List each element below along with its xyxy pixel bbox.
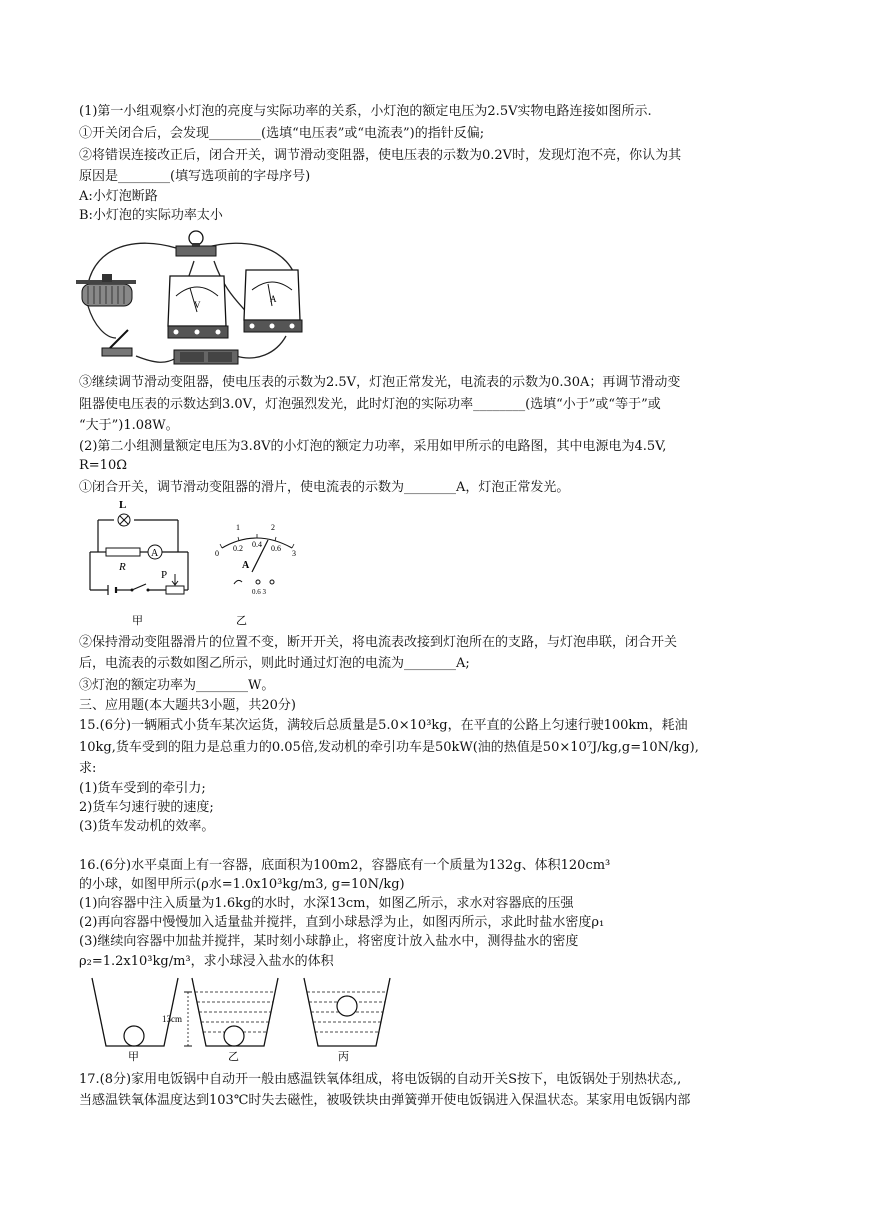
text-line: 15.(6分)一辆厢式小货车某次运货，满较后总质量是5.0×10³kg，在平直的公路上匀速行驶100km，耗油	[79, 718, 688, 733]
text-line: 原因是________(填写选项前的字母序号)	[79, 169, 311, 184]
text-line: ③灯泡的额定功率为________W。	[79, 678, 275, 693]
circuit-photo-figure	[76, 226, 316, 370]
ball	[337, 996, 357, 1016]
bulb-icon	[176, 231, 216, 256]
text-line: ①闭合开关，调节滑动变阻器的滑片，使电流表的示数为________A，灯泡正常发光。	[79, 480, 570, 495]
section-heading: 三、应用题(本大题共3小题，共20分)	[79, 698, 296, 713]
rheostat-icon	[166, 574, 184, 594]
svg-text:甲: 甲	[132, 615, 143, 626]
circuit-diagram-jia	[84, 494, 204, 626]
text-line: ②将错误连接改正后，闭合开关，调节滑动变阻器，使电压表的示数为0.2V时，发现灯泡不亮，你认为其	[79, 148, 682, 163]
text-line: 的小球，如图甲所示(ρ水=1.0x10³kg/m3, g=10N/kg)	[79, 877, 405, 892]
svg-text:乙: 乙	[236, 615, 247, 626]
svg-text:2: 2	[271, 523, 275, 532]
ball	[124, 1026, 144, 1046]
battery-icon	[108, 585, 116, 595]
ammeter-icon	[244, 270, 302, 332]
text-line: (2)再向容器中慢慢加入适量盐并搅拌，直到小球悬浮为止，如图丙所示，求此时盐水密度ρ₁	[79, 915, 605, 930]
text-line: (1)向容器中注入质量为1.6kg的水时，水深13cm，如图乙所示，求水对容器底的压强	[79, 896, 574, 911]
text-line: 后，电流表的示数如图乙所示，则此时通过灯泡的电流为________A;	[79, 656, 470, 671]
text-line: 2)货车匀速行驶的速度;	[79, 800, 214, 815]
svg-text:A: A	[242, 560, 250, 571]
wire	[88, 243, 176, 284]
svg-text:1: 1	[236, 523, 240, 532]
text-line: 10kg,货车受到的阻力是总重力的0.05倍,发动机的牵引功车是50kW(油的热值是50×10⁷J/kg,g=10N/kg),	[79, 740, 699, 755]
container-yi	[162, 978, 278, 1062]
battery-icon	[174, 350, 238, 364]
wire	[136, 356, 176, 362]
text-line: (2)第二小组测量额定电压为3.8V的小灯泡的额定力功率，采用如甲所示的电路图，其中电源电为4.5V,	[79, 439, 667, 454]
containers-figure	[80, 972, 400, 1062]
svg-text:A: A	[151, 548, 159, 559]
text-line: ②保持滑动变阻器滑片的位置不变，断开开关，将电流表改接到灯泡所在的支路，与灯泡串联，闭合开关	[79, 635, 678, 650]
svg-text:0: 0	[215, 549, 219, 558]
svg-text:乙: 乙	[228, 1051, 239, 1062]
svg-text:P: P	[161, 569, 168, 581]
switch-icon	[102, 330, 132, 356]
text-line: 求:	[79, 761, 97, 776]
text-line: ③继续调节滑动变阻器，使电压表的示数为2.5V，灯泡正常发光，电流表的示数为0.30A；再调节滑动变	[79, 375, 681, 390]
svg-text:0.6: 0.6	[271, 544, 281, 553]
lamp-icon	[118, 514, 130, 526]
text-line: (3)货车发动机的效率。	[79, 819, 215, 834]
text-line: B:小灯泡的实际功率太小	[79, 208, 223, 223]
svg-text:3: 3	[292, 549, 296, 558]
svg-text:A: A	[270, 294, 277, 304]
resistor-icon	[106, 548, 140, 556]
wire	[88, 306, 116, 338]
ammeter-dial-yi	[212, 514, 302, 626]
text-line: 当感温铁氧体温度达到103℃时失去磁性，被吸铁块由弹簧弹开使电饭锅进入保温状态。某家用电饭锅内部	[79, 1093, 691, 1108]
ammeter-icon	[148, 545, 162, 559]
svg-text:甲: 甲	[128, 1051, 139, 1062]
rheostat-icon	[76, 274, 136, 306]
wire	[236, 336, 286, 358]
text-line: “大于”)1.08W。	[79, 418, 179, 433]
switch-icon	[131, 584, 150, 592]
text-line: ①开关闭合后，会发现________(选填“电压表”或“电流表”)的指针反偏;	[79, 126, 485, 141]
text-line: (1)货车受到的牵引力;	[79, 781, 206, 796]
text-line: R=10Ω	[79, 458, 128, 473]
container-bing	[304, 978, 390, 1062]
text-line: A:小灯泡断路	[79, 189, 158, 204]
voltmeter-icon	[168, 276, 228, 338]
text-line: 阻器使电压表的示数达到3.0V，灯泡强烈发光，此时灯泡的实际功率________(选填“小于”或“等于”或	[79, 397, 661, 412]
svg-text:丙: 丙	[338, 1051, 349, 1062]
svg-text:V: V	[194, 300, 201, 310]
text-line: (3)继续向容器中加盐并搅拌，某时刻小球静止，将密度计放入盐水中，测得盐水的密度	[79, 934, 579, 949]
svg-text:L: L	[119, 499, 127, 511]
text-line: (1)第一小组观察小灯泡的亮度与实际功率的关系，小灯泡的额定电压为2.5V实物电路连接如图所示.	[79, 104, 652, 119]
text-line: 16.(6分)水平桌面上有一容器，底面积为100m2，容器底有一个质量为132g、体积120cm³	[79, 858, 611, 873]
ball	[224, 1026, 244, 1046]
svg-text:0.2: 0.2	[233, 544, 243, 553]
text-line: ρ₂=1.2x10³kg/m³，求小球浸入盐水的体积	[79, 954, 334, 969]
svg-text:R: R	[119, 561, 126, 573]
svg-text:13cm: 13cm	[162, 1014, 182, 1024]
svg-text:0.4: 0.4	[252, 540, 262, 549]
text-line: 17.(8分)家用电饭锅中自动开一般由感温铁氧体组成，将电饭锅的自动开关S按下，电饭锅处于别热状态,,	[79, 1072, 682, 1087]
svg-text:0.6 3: 0.6 3	[252, 588, 266, 596]
